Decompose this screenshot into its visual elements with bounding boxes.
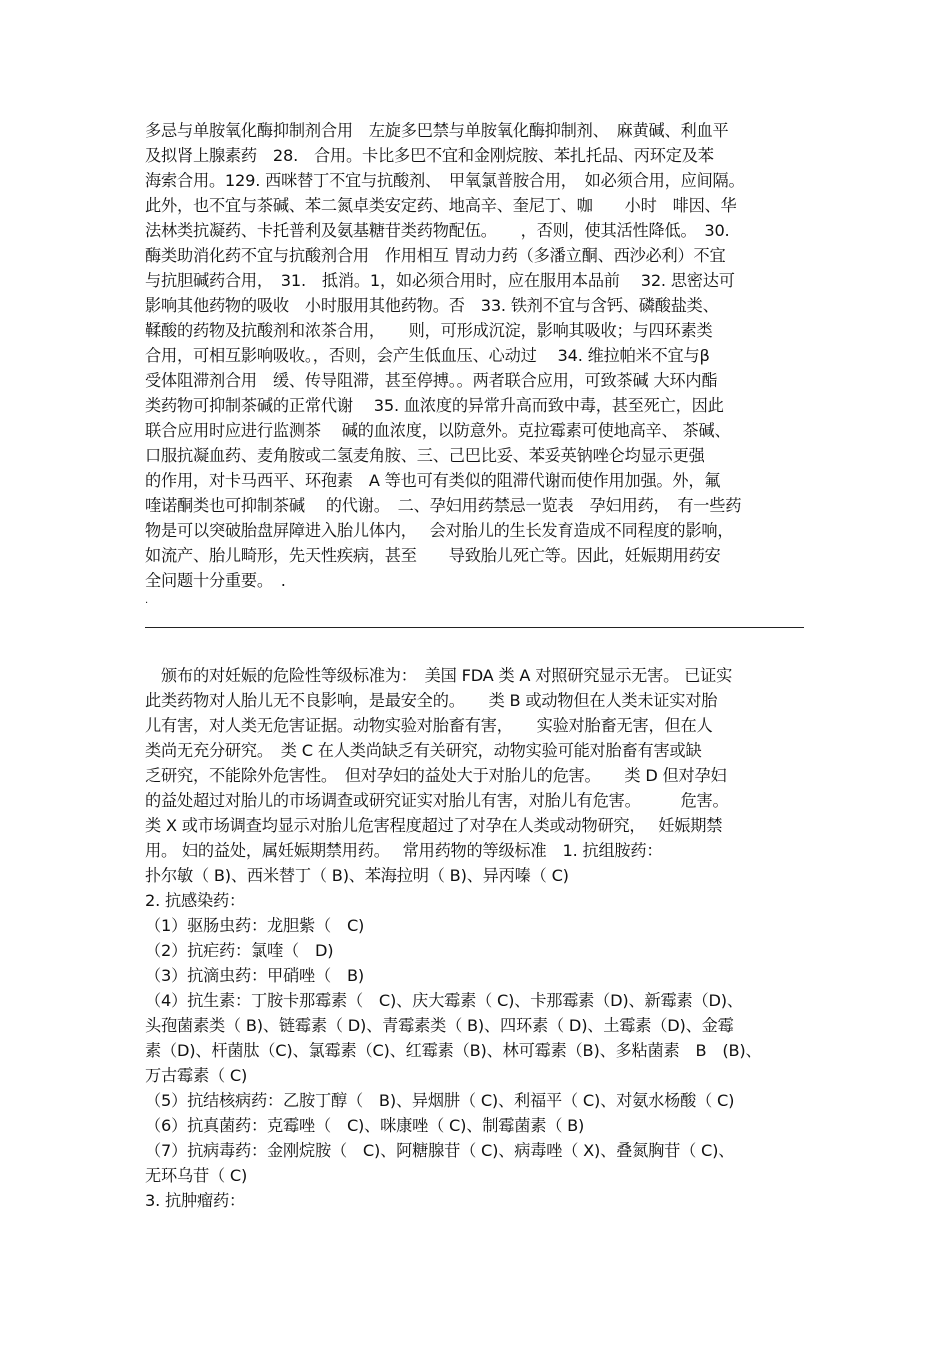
list-item: （5）抗结核病药：乙胺丁醇（ B)、异烟肼（ C)、利福平（ C)、对氨水杨酸（ C) [145, 1091, 735, 1110]
text-line: 多忌与单胺氧化酶抑制剂合用 左旋多巴禁与单胺氧化酶抑制剂、 麻黄碱、利血平 [145, 121, 729, 140]
text-line: 口服抗凝血药、麦角胺或二氢麦角胺、三、己巴比妥、苯妥英钠唑仑均显示更强 [145, 446, 705, 465]
list-item: 无环乌苷（ C) [145, 1166, 248, 1185]
list-item: 扑尔敏（ B)、西米替丁（ B)、苯海拉明（ B)、异丙嗪（ C) [145, 866, 569, 885]
section-divider [145, 627, 804, 628]
list-item: （7）抗病毒药：金刚烷胺（ C)、阿糖腺苷（ C)、病毒唑（ X)、叠氮胸苷（ C)、 [145, 1141, 735, 1160]
text-line: 联合应用时应进行监测茶 碱的血浓度，以防意外。克拉霉素可使地高辛、 茶碱、 [145, 421, 731, 440]
text-line: 用。 妇的益处，属妊娠期禁用药。 常用药物的等级标准 1. 抗组胺药： [145, 841, 663, 860]
list-item: 万古霉素（ C) [145, 1066, 248, 1085]
list-item: （3）抗滴虫药：甲硝唑（ B) [145, 966, 364, 985]
text-block-drug-interactions [145, 118, 805, 593]
text-line: 类尚无充分研究。 类 C 在人类尚缺乏有关研究，动物实验可能对胎畜有害或缺 [145, 741, 702, 760]
text-line: 如流产、胎儿畸形，先天性疾病，甚至 导致胎儿死亡等。因此，妊娠期用药安 [145, 546, 721, 565]
text-line: 合用，可相互影响吸收。，否则，会产生低血压、心动过 34. 维拉帕米不宜与β [145, 346, 710, 365]
list-item: 素（D)、杆菌肽（C)、氯霉素（C)、红霉素（B)、林可霉素（B)、多粘菌素 B (B)、 [145, 1041, 762, 1060]
text-line: 鞣酸的药物及抗酸剂和浓茶合用， 则，可形成沉淀，影响其吸收；与四环素类 [145, 321, 713, 340]
text-line: 的作用，对卡马西平、环孢素 A 等也可有类似的阻滞代谢而使作用加强。外，氟 [145, 471, 721, 490]
text-line: 物是可以突破胎盘屏障进入胎儿体内， 会对胎儿的生长发育造成不同程度的影响， [145, 521, 734, 540]
text-line: 及拟肾上腺素药 28. 合用。卡比多巴不宜和金刚烷胺、苯扎托品、丙环定及苯 [145, 146, 714, 165]
text-line: 此类药物对人胎儿无不良影响，是最安全的。 类 B 或动物但在人类未证实对胎 [145, 691, 718, 710]
text-line: 酶类助消化药不宜与抗酸剂合用 作用相互 胃动力药（多潘立酮、西沙必利）不宜 [145, 246, 726, 265]
text-line: 与抗胆碱药合用， 31. 抵消。1，如必须合用时，应在服用本品前 32. 思密达可 [145, 271, 735, 290]
text-block-fda-categories [145, 663, 805, 1213]
list-item: （6）抗真菌药：克霉唑（ C)、咪康唑（ C)、制霉菌素（ B) [145, 1116, 585, 1135]
text-line: 儿有害，对人类无危害证据。动物实验对胎畜有害， 实验对胎畜无害，但在人 [145, 716, 713, 735]
text-line: 法林类抗凝药、卡托普利及氨基糖苷类药物配伍。 ，否则，使其活性降低。 30. [145, 221, 730, 240]
text-line: 类 X 或市场调查均显示对胎儿危害程度超过了对孕在人类或动物研究， 妊娠期禁 [145, 816, 723, 835]
text-line: 类药物可抑制茶碱的正常代谢 35. 血浓度的异常升高而致中毒，甚至死亡，因此 [145, 396, 724, 415]
text-line: 此外，也不宜与茶碱、苯二氮卓类安定药、地高辛、奎尼丁、咖 小时 啡因、华 [145, 196, 737, 215]
text-line: 乏研究，不能除外危害性。 但对孕妇的益处大于对胎儿的危害。 类 D 但对孕妇 [145, 766, 727, 785]
text-line: 影响其他药物的吸收 小时服用其他药物。否 33. 铁剂不宜与含钙、磷酸盐类、 [145, 296, 719, 315]
trailing-mark: . [145, 595, 149, 606]
list-item: （2）抗疟药：氯喹（ D) [145, 941, 334, 960]
list-item: （4）抗生素：丁胺卡那霉素（ C)、庆大霉素（ C)、卡那霉素（D)、新霉素（D)、 [145, 991, 743, 1010]
text-line: 喹诺酮类也可抑制茶碱 的代谢。 二、孕妇用药禁忌一览表 孕妇用药， 有一些药 [145, 496, 742, 515]
list-item: （1）驱肠虫药：龙胆紫（ C) [145, 916, 365, 935]
list-heading: 2. 抗感染药： [145, 891, 245, 910]
list-item: 头孢菌素类（ B)、链霉素（ D)、青霉素类（ B)、四环素（ D)、土霉素（D)、金霉 [145, 1016, 734, 1035]
text-line: 的益处超过对胎儿的市场调查或研究证实对胎儿有害，对胎儿有危害。 危害。 [145, 791, 729, 810]
text-line: 受体阻滞剂合用 缓、传导阻滞，甚至停搏。。两者联合应用，可致茶碱 大环内酯 [145, 371, 718, 390]
list-heading: 3. 抗肿瘤药： [145, 1191, 245, 1210]
text-line: 颁布的对妊娠的危险性等级标准为： 美国 FDA 类 A 对照研究显示无害。 已证实 [145, 666, 733, 685]
text-line: 海索合用。129. 西咪替丁不宜与抗酸剂、 甲氧氯普胺合用， 如必须合用，应间隔。 [145, 171, 745, 190]
text-line: 全问题十分重要。 . [145, 571, 286, 590]
